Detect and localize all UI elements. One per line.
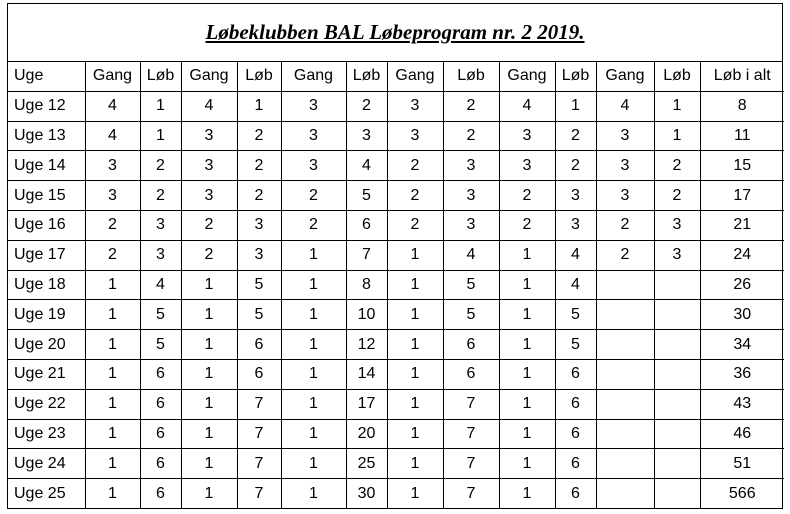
- table-cell: 1: [281, 479, 346, 508]
- week-label: Uge 18: [8, 270, 85, 300]
- table-cell: 1: [85, 270, 140, 300]
- table-row: [8, 210, 784, 240]
- week-label: Uge 24: [8, 449, 85, 479]
- table-cell: 1: [499, 359, 555, 389]
- table-cell: 3: [281, 151, 346, 181]
- table-cell: 5: [237, 270, 281, 300]
- total-cell: 36: [700, 359, 784, 389]
- table-cell: [654, 479, 700, 508]
- title-row: [8, 4, 782, 62]
- header-week: Uge: [8, 62, 85, 91]
- table-cell: 1: [281, 359, 346, 389]
- header-cell: Gang: [85, 62, 140, 91]
- table-cell: 6: [140, 479, 181, 508]
- table-cell: 1: [181, 270, 237, 300]
- table-cell: 1: [499, 479, 555, 508]
- table-cell: 3: [140, 210, 181, 240]
- table-cell: 3: [596, 181, 654, 211]
- table-cell: 7: [237, 389, 281, 419]
- table-cell: 4: [140, 270, 181, 300]
- table-cell: 1: [387, 449, 443, 479]
- table-cell: 1: [281, 330, 346, 360]
- table-row: [8, 91, 784, 121]
- table-row: [8, 240, 784, 270]
- table-cell: 5: [443, 270, 499, 300]
- table-cell: 3: [346, 121, 387, 151]
- table-cell: 3: [281, 91, 346, 121]
- week-label: Uge 21: [8, 359, 85, 389]
- table-cell: [596, 300, 654, 330]
- table-row: [8, 389, 784, 419]
- table-cell: [596, 479, 654, 508]
- table-cell: 3: [181, 181, 237, 211]
- week-label: Uge 25: [8, 479, 85, 508]
- table-cell: 3: [443, 181, 499, 211]
- header-cell: Gang: [281, 62, 346, 91]
- table-cell: 2: [181, 240, 237, 270]
- table-cell: 14: [346, 359, 387, 389]
- header-cell: Løb: [443, 62, 499, 91]
- header-cell: Løb: [237, 62, 281, 91]
- total-cell: 43: [700, 389, 784, 419]
- table-cell: 1: [281, 419, 346, 449]
- header-cell: Løb: [654, 62, 700, 91]
- table-row: [8, 419, 784, 449]
- table-row: [8, 359, 784, 389]
- table-cell: 3: [596, 121, 654, 151]
- table-cell: 3: [555, 181, 596, 211]
- table-cell: 2: [654, 181, 700, 211]
- table-cell: 1: [281, 449, 346, 479]
- schedule-sheet: [7, 3, 783, 509]
- table-cell: 3: [85, 151, 140, 181]
- table-cell: 2: [654, 151, 700, 181]
- table-cell: 4: [596, 91, 654, 121]
- table-cell: 2: [281, 210, 346, 240]
- table-cell: 1: [85, 419, 140, 449]
- table-cell: 2: [555, 121, 596, 151]
- table-cell: 1: [499, 330, 555, 360]
- table-cell: 1: [499, 300, 555, 330]
- table-cell: 7: [237, 419, 281, 449]
- table-row: [8, 121, 784, 151]
- table-cell: [596, 330, 654, 360]
- header-cell: Løb: [140, 62, 181, 91]
- total-cell: 8: [700, 91, 784, 121]
- total-cell: 17: [700, 181, 784, 211]
- table-cell: 12: [346, 330, 387, 360]
- table-row: [8, 300, 784, 330]
- total-cell: 46: [700, 419, 784, 449]
- table-cell: 1: [140, 91, 181, 121]
- header-row: [8, 62, 784, 91]
- table-cell: 3: [499, 151, 555, 181]
- header-cell: Løb: [555, 62, 596, 91]
- table-cell: 3: [443, 151, 499, 181]
- table-cell: [654, 300, 700, 330]
- table-cell: [596, 359, 654, 389]
- table-cell: 1: [181, 419, 237, 449]
- table-cell: 1: [281, 240, 346, 270]
- table-row: [8, 330, 784, 360]
- table-cell: 6: [443, 359, 499, 389]
- table-cell: 7: [443, 479, 499, 508]
- table-cell: 6: [237, 359, 281, 389]
- table-cell: [596, 449, 654, 479]
- table-cell: 5: [443, 300, 499, 330]
- schedule-table: [8, 62, 784, 508]
- total-cell: 21: [700, 210, 784, 240]
- table-cell: 6: [555, 419, 596, 449]
- table-cell: 3: [555, 210, 596, 240]
- header-cell: Løb: [346, 62, 387, 91]
- table-cell: 2: [140, 151, 181, 181]
- table-cell: 1: [85, 330, 140, 360]
- table-cell: 2: [281, 181, 346, 211]
- table-cell: 3: [654, 210, 700, 240]
- week-label: Uge 14: [8, 151, 85, 181]
- table-cell: 1: [85, 479, 140, 508]
- total-cell: 11: [700, 121, 784, 151]
- table-row: [8, 449, 784, 479]
- table-cell: 3: [443, 210, 499, 240]
- table-cell: 3: [237, 240, 281, 270]
- table-cell: 1: [654, 121, 700, 151]
- table-cell: 5: [140, 300, 181, 330]
- table-cell: 1: [85, 359, 140, 389]
- week-label: Uge 20: [8, 330, 85, 360]
- table-cell: 5: [555, 300, 596, 330]
- table-cell: 1: [181, 300, 237, 330]
- table-cell: 1: [387, 240, 443, 270]
- week-label: Uge 22: [8, 389, 85, 419]
- table-cell: 2: [499, 181, 555, 211]
- table-cell: 1: [387, 419, 443, 449]
- table-cell: 4: [181, 91, 237, 121]
- table-cell: 2: [596, 240, 654, 270]
- table-cell: 2: [499, 210, 555, 240]
- table-cell: 1: [499, 270, 555, 300]
- table-cell: 2: [237, 121, 281, 151]
- table-cell: 5: [555, 330, 596, 360]
- table-row: [8, 181, 784, 211]
- table-cell: 4: [85, 91, 140, 121]
- table-cell: 1: [181, 389, 237, 419]
- table-cell: 6: [140, 449, 181, 479]
- week-label: Uge 13: [8, 121, 85, 151]
- table-cell: 2: [85, 240, 140, 270]
- table-cell: 6: [140, 389, 181, 419]
- table-cell: 7: [443, 419, 499, 449]
- table-cell: 1: [281, 300, 346, 330]
- table-cell: 7: [237, 479, 281, 508]
- table-cell: 3: [499, 121, 555, 151]
- table-cell: 3: [654, 240, 700, 270]
- total-cell: 51: [700, 449, 784, 479]
- table-cell: 7: [443, 449, 499, 479]
- week-label: Uge 23: [8, 419, 85, 449]
- week-label: Uge 16: [8, 210, 85, 240]
- table-cell: 1: [281, 270, 346, 300]
- table-cell: [596, 419, 654, 449]
- table-cell: [654, 419, 700, 449]
- table-cell: 1: [499, 419, 555, 449]
- total-cell: 26: [700, 270, 784, 300]
- table-row: [8, 270, 784, 300]
- total-cell: 24: [700, 240, 784, 270]
- total-cell: 30: [700, 300, 784, 330]
- table-cell: 1: [387, 359, 443, 389]
- table-cell: 1: [237, 91, 281, 121]
- table-cell: 1: [281, 389, 346, 419]
- table-cell: 2: [140, 181, 181, 211]
- table-cell: 7: [443, 389, 499, 419]
- table-cell: 6: [346, 210, 387, 240]
- table-cell: 5: [237, 300, 281, 330]
- table-cell: 8: [346, 270, 387, 300]
- table-cell: 1: [499, 240, 555, 270]
- table-cell: 1: [387, 270, 443, 300]
- table-cell: 6: [443, 330, 499, 360]
- table-cell: 3: [237, 210, 281, 240]
- table-cell: 6: [555, 359, 596, 389]
- table-cell: 1: [387, 389, 443, 419]
- table-cell: 2: [181, 210, 237, 240]
- table-cell: 1: [85, 300, 140, 330]
- table-cell: 2: [85, 210, 140, 240]
- table-row: [8, 151, 784, 181]
- header-total: Løb i alt: [700, 62, 784, 91]
- table-cell: 1: [499, 449, 555, 479]
- table-cell: 6: [555, 389, 596, 419]
- table-cell: 1: [85, 389, 140, 419]
- table-cell: 7: [346, 240, 387, 270]
- table-cell: 3: [387, 91, 443, 121]
- table-cell: 1: [387, 330, 443, 360]
- table-cell: 25: [346, 449, 387, 479]
- table-cell: 1: [181, 479, 237, 508]
- table-cell: 4: [85, 121, 140, 151]
- table-cell: [654, 359, 700, 389]
- table-cell: 20: [346, 419, 387, 449]
- week-label: Uge 12: [8, 91, 85, 121]
- table-cell: 6: [555, 449, 596, 479]
- table-cell: [654, 449, 700, 479]
- table-cell: 1: [181, 330, 237, 360]
- week-label: Uge 15: [8, 181, 85, 211]
- header-cell: Gang: [596, 62, 654, 91]
- header-cell: Gang: [387, 62, 443, 91]
- table-cell: [654, 270, 700, 300]
- week-label: Uge 19: [8, 300, 85, 330]
- table-cell: 5: [346, 181, 387, 211]
- header-cell: Gang: [181, 62, 237, 91]
- table-cell: 4: [443, 240, 499, 270]
- page-title: Løbeklubben BAL Løbeprogram nr. 2 2019.: [205, 20, 585, 44]
- table-cell: 2: [237, 181, 281, 211]
- table-cell: [596, 389, 654, 419]
- table-cell: 30: [346, 479, 387, 508]
- table-cell: 3: [85, 181, 140, 211]
- table-cell: 10: [346, 300, 387, 330]
- total-cell: 566: [700, 479, 784, 508]
- table-cell: 3: [181, 121, 237, 151]
- table-cell: 4: [346, 151, 387, 181]
- table-cell: 2: [596, 210, 654, 240]
- table-cell: 2: [555, 151, 596, 181]
- table-cell: 7: [237, 449, 281, 479]
- table-cell: 3: [140, 240, 181, 270]
- table-cell: 6: [140, 359, 181, 389]
- table-cell: 1: [181, 359, 237, 389]
- table-cell: 1: [387, 479, 443, 508]
- table-cell: 3: [596, 151, 654, 181]
- table-cell: [654, 330, 700, 360]
- table-row: [8, 479, 784, 508]
- table-cell: 3: [281, 121, 346, 151]
- table-cell: 3: [181, 151, 237, 181]
- table-cell: 1: [140, 121, 181, 151]
- table-cell: 2: [443, 91, 499, 121]
- table-cell: 4: [555, 270, 596, 300]
- table-cell: 1: [555, 91, 596, 121]
- table-cell: 2: [346, 91, 387, 121]
- table-cell: 5: [140, 330, 181, 360]
- table-cell: 3: [387, 121, 443, 151]
- table-cell: 1: [181, 449, 237, 479]
- table-cell: 2: [443, 121, 499, 151]
- header-cell: Gang: [499, 62, 555, 91]
- table-cell: 2: [387, 181, 443, 211]
- table-cell: 2: [387, 151, 443, 181]
- week-label: Uge 17: [8, 240, 85, 270]
- table-cell: 6: [237, 330, 281, 360]
- total-cell: 34: [700, 330, 784, 360]
- table-cell: 4: [499, 91, 555, 121]
- table-cell: [596, 270, 654, 300]
- table-cell: 17: [346, 389, 387, 419]
- table-cell: 2: [237, 151, 281, 181]
- table-cell: 2: [387, 210, 443, 240]
- table-cell: 1: [387, 300, 443, 330]
- total-cell: 15: [700, 151, 784, 181]
- table-cell: 1: [654, 91, 700, 121]
- table-cell: 6: [555, 479, 596, 508]
- table-cell: 6: [140, 419, 181, 449]
- table-body: [8, 91, 784, 508]
- table-cell: [654, 389, 700, 419]
- table-cell: 4: [555, 240, 596, 270]
- table-cell: 1: [499, 389, 555, 419]
- table-cell: 1: [85, 449, 140, 479]
